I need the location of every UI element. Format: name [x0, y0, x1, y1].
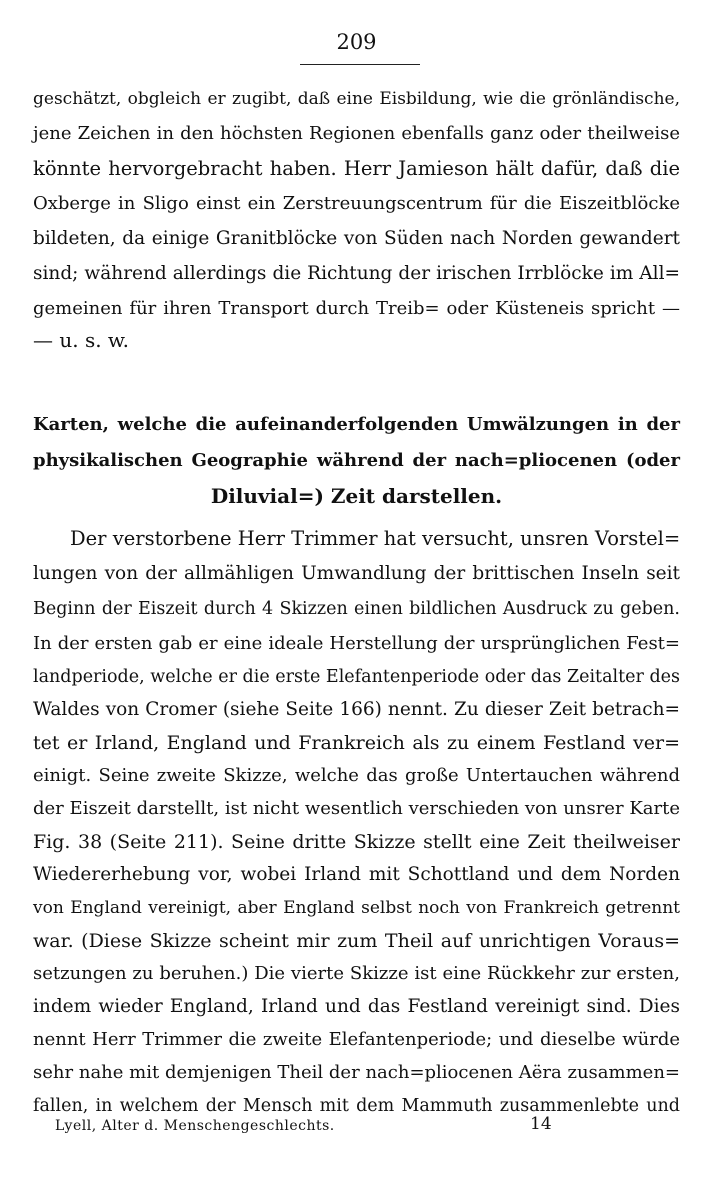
- heading-line: Diluvial=) Zeit darstellen.: [210, 484, 503, 508]
- header-rule: [300, 64, 420, 65]
- text-line: landperiode, welche er die erste Elefantenperiode oder das Zeitalter des: [33, 667, 680, 687]
- text-line: einigt. Seine zweite Skizze, welche das große Untertauchen während: [33, 765, 680, 786]
- text-line: sind; während allerdings die Richtung der irischen Irrblöcke im All=: [33, 263, 680, 284]
- text-line: lungen von der allmähligen Umwandlung der brittischen Inseln seit: [33, 563, 680, 584]
- text-line: — u. s. w.: [33, 328, 130, 352]
- text-line: Fig. 38 (Seite 211). Seine dritte Skizze stellt eine Zeit theilweiser: [33, 831, 680, 853]
- text-line: In der ersten gab er eine ideale Herstellung der ursprünglichen Fest=: [33, 633, 680, 654]
- page-number: 209: [336, 30, 377, 54]
- text-line: Waldes von Cromer (siehe Seite 166) nennt. Zu dieser Zeit betrach=: [33, 699, 680, 720]
- text-line: war. (Diese Skizze scheint mir zum Theil auf unrichtigen Voraus=: [33, 930, 680, 952]
- heading-line: physikalischen Geographie während der nach=pliocenen (oder: [33, 450, 680, 471]
- text-line: der Eiszeit darstellt, ist nicht wesentlich verschieden von unsrer Karte: [33, 798, 680, 819]
- footer-sheet-number: 14: [530, 1114, 552, 1134]
- footer-signature: Lyell, Alter d. Menschengeschlechts.: [55, 1118, 335, 1134]
- text-line: tet er Irland, England und Frankreich als zu einem Festland ver=: [33, 732, 680, 754]
- text-line: Wiedererhebung vor, wobei Irland mit Schottland und dem Norden: [33, 864, 680, 885]
- text-line: geschätzt, obgleich er zugibt, daß eine Eisbildung, wie die grönländische,: [33, 89, 680, 109]
- text-line: nennt Herr Trimmer die zweite Elefantenperiode; und dieselbe würde: [33, 1029, 680, 1050]
- text-line: bildeten, da einige Granitblöcke von Süden nach Norden gewandert: [33, 228, 680, 249]
- text-line: gemeinen für ihren Transport durch Treib= oder Küsteneis spricht —: [33, 298, 680, 319]
- text-line: Beginn der Eiszeit durch 4 Skizzen einen bildlichen Ausdruck zu geben.: [33, 599, 680, 619]
- text-line: fallen, in welchem der Mensch mit dem Mammuth zusammenlebte und: [33, 1096, 680, 1116]
- heading-line: Karten, welche die aufeinanderfolgenden Umwälzungen in der: [33, 414, 680, 435]
- text-line: von England vereinigt, aber England selbst noch von Frankreich getrennt: [33, 898, 680, 918]
- text-line: indem wieder England, Irland und das Festland vereinigt sind. Dies: [33, 996, 680, 1017]
- text-line: Der verstorbene Herr Trimmer hat versucht, unsren Vorstel=: [70, 527, 681, 550]
- text-line: könnte hervorgebracht haben. Herr Jamieson hält dafür, daß die: [33, 157, 680, 180]
- text-line: sehr nahe mit demjenigen Theil der nach=pliocenen Aëra zusammen=: [33, 1062, 680, 1083]
- text-line: setzungen zu beruhen.) Die vierte Skizze ist eine Rückkehr zur ersten,: [33, 963, 680, 984]
- text-line: Oxberge in Sligo einst ein Zerstreuungscentrum für die Eiszeitblöcke: [33, 193, 680, 214]
- text-line: jene Zeichen in den höchsten Regionen ebenfalls ganz oder theilweise: [33, 123, 680, 144]
